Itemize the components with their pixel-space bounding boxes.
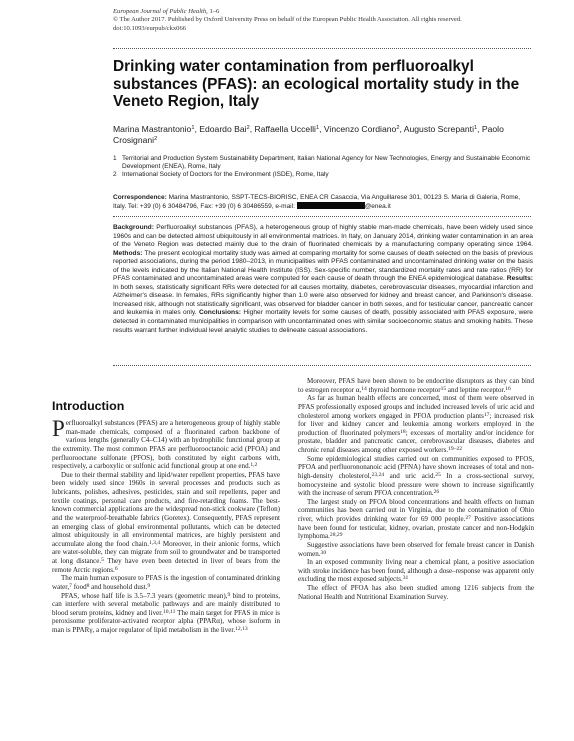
correspondence-label: Correspondence: [113,194,167,201]
paragraph: The largest study on PFOA blood concentrations and health effects on human communities has been carried out in Virginia, due to the contamination of Ohio river, which provides drinking water for 69 000 people.$^{27}$ Positive associations have been found for testicular, kidney, ovarian, prostate cancer and non-Hodgkin lymphoma.$^{28,29}$ [298,497,534,541]
paragraph: As far as human health effects are concerned, most of them were observed in PFAS professionally exposed groups and included increased levels of uric acid and cholesterol among workers engaged in PFOA production plants$^{17}$; increased risk for liver and kidney cancer and leukemia among workers employed in the production of fluorinated polymers$^{18}$; excesses of mortality and/or incidence for prostate, bladder and pancreatic cancer, cerebrovascular diseases, diabetes and chronic renal diseases among other exposed workers.$^{19-22}$ [298,394,534,454]
paragraph: The main human exposure to PFAS is the ingestion of contaminated drinking water,$^7$ food$^8$ and household dust.$^9$ [52,574,280,591]
paragraph: Some epidemiological studies carried out on communities exposed to PFOS, PFOA and perfluorononanoic acid (PFNA) have shown increases of total and non-high-density cholesterol,$^{23,24}$ and uric acid.$^{25}$ In a cross-sectional survey, homocysteine and systolic blood pressure were shown to increase significantly with the increase of serum PFOA concentration.$^{26}$ [298,454,535,498]
body-column-left [52,416,281,635]
abstract-label-background: Background: [113,224,154,231]
paragraph: Suggestive associations have been observed for female breast cancer in Danish women.$^{30}$ [298,540,534,558]
author[interactable]: Edoardo Bai$^2$, [199,124,255,134]
abstract-label-methods: Methods: [113,249,143,257]
email-suffix[interactable]: @enea.it [364,203,391,211]
author[interactable]: Paolo Crosignani$^2$ [113,124,504,146]
paragraph: The effect of PFOA has also been studied among 1216 subjects from the National Health and Nutritional Examination Survey. [298,584,534,601]
correspondence [113,194,533,211]
section-heading-introduction: Introduction [52,399,125,413]
header-rule [113,48,531,49]
body-column-right [298,377,534,601]
abstract: Background: Perfluoroalkyl substances (PFAS), a heterogeneous group of highly stable man-made chemicals, have been widely used since 1960s and can be detected almost ubiquitously in all environmental matrices. In Italy, on January 2014, drinking water contamination in an area of the Veneto Region was detected mainly due to the drain of fluorinated chemicals by a manufacturing company operating since 1964. Methods: The present ecological mortality study was aimed at comparing mortality for some causes of death selected on the basis of previous reported associations, during the period 1980–2013, in municipalities with PFAS contaminated and uncontaminated drinking water on the basis of the levels indicated by the Italian National Health Institute (ISS). Sex-specific number, standardized mortality rates and rate ratios (RR) for PFAS contaminated and uncontaminated areas were computed for each cause of death through the ENEA epidemiological database. Results: In both sexes, statistically significant RRs were detected for all causes mortality, diabetes, cerebrovascular diseases, myocardial infarction and Alzheimer's disease. In females, RRs significantly higher than 1.0 were also observed for kidney and breast cancer, and Parkinson's disease. Increased risk, although not statistically significant, was observed for bladder cancer in both sexes, and for testicular cancer, pancreatic cancer and leukemia in males only. Conclusions: Higher mortality levels for some causes of death, possibly associated with PFAS exposure, were detected in contaminated municipalities in comparison with uncontaminated ones with similar socioeconomic status and smoking habits. These results warrant further individual level analytic studies to delineate casual associations. [113,224,533,334]
journal-pages: , 1–6 [206,8,220,15]
author[interactable]: Augusto Screpanti$^1$, [403,124,482,134]
abstract-label-results: Results: [506,275,533,283]
doi-line: doi:10.1093/eurpub/ckx066 [113,24,187,32]
paragraph: Moreover, PFAS have been shown to be endocrine disruptors as they can bind to estrogen receptor α,$^{14}$ thyroid hormone receptor$^{15}$ and leptine receptor.$^{16}$ [298,377,534,394]
affiliation-item: 2 International Society of Doctors for the Environment (ISDE), Rome, Italy [113,171,329,179]
article-title: Drinking water contamination from perfluoroalkyl substances (PFAS): an ecological mortality study in the Veneto Region, Italy [113,58,520,111]
paragraph: Due to their thermal stability and lipid/water repellent properties, PFAS have been widely used since 1960s in several processes and products such as lubricants, polishes, adhesives, pesticides, stain and soil repellents, paper and textile coatings, personal care products, and fire-retarding foams. The best-known commercial applications are the widespread non-stick cookware (Teflon) and the waterproof-breathable fabrics (Goretex). Consequently, PFAS represent an emerging class of global environmental pollutants, which can be detected almost ubiquitously in all environmental matrices, are highly persistent and accumulate along the food chain.$^{1,3,4}$ Moreover, in their anionic forms, which are water-soluble, they can migrate from soil to groundwater and be transported at long distance.$^5$ They have even been detected in liver of bears from the remote Arctic regions.$^6$ [52,470,280,574]
correspondence-text: Marina Mastrantonio, SSPT-TECS-BIORISC, ENEA CR Casaccia, Via Anguillarese 301, 00123 S. Maria di Galeria, Rome, Italy. Tel: +39 (0) 6 30484796, Fax: +39 (0) 6 30486559, e-mail: [113,194,521,211]
abstract-top-rule [113,216,531,217]
author-list [113,124,543,147]
author[interactable]: Marina Mastrantonio$^1$, [113,124,200,134]
affiliation-item: 1 Territorial and Production System Sustainability Department, Italian National Agency for New Technologies, Energy and Sustainable Economic Development (ENEA), Rome, Italy [113,155,531,171]
author[interactable]: Vincenzo Cordiano$^2$, [323,124,404,134]
paragraph: Perfluoroalkyl substances (PFAS) are a heterogeneous group of highly stable man-made chemicals, composed of a fluorinated carbon backbone of various lengths (generally C4–C14) with an hydrophilic functional group at the extremity. The most common PFAS are perfluorooctanoic acid (PFOA) and perfluorooctane sulfonate (PFOS), both constituted by eight carbons with, respectively, a carboxylic or sulfonic acid functional group at one end.$^{1,2}$ [52,416,280,471]
copyright-line: © The Author 2017. Published by Oxford University Press on behalf of the European Public Health Association. All rights reserved. [113,16,462,24]
journal-citation [113,8,533,16]
drop-cap: P [52,416,65,441]
abstract-label-conclusions: Conclusions: [198,309,242,317]
redacted-email [297,202,365,209]
affiliations [113,155,533,180]
journal-header [113,8,533,33]
journal-name: European Journal of Public Health [113,8,207,15]
paragraph: PFAS, whose half life is 3.5–7.3 years (geometric mean),$^9$ bind to proteins, can interfere with several metabolic pathways and are mainly distributed to blood serum proteins, kidney and liver.$^{10,11}$ The main target for PFAS in mice is peroxisome proliferator-activated receptor alpha (PPARα), whose isoform in man is PPARγ, a major regulator of lipid metabolism in the liver.$^{12,13}$ [52,591,281,634]
abstract-bottom-rule [113,365,531,366]
author[interactable]: Raffaella Uccelli$^1$, [254,124,324,134]
paragraph: In an exposed community living near a chemical plant, a positive association with stroke incidence has been found, although a dose–response was apparent only excluding the most exposed subjects.$^{31}$ [298,558,534,584]
